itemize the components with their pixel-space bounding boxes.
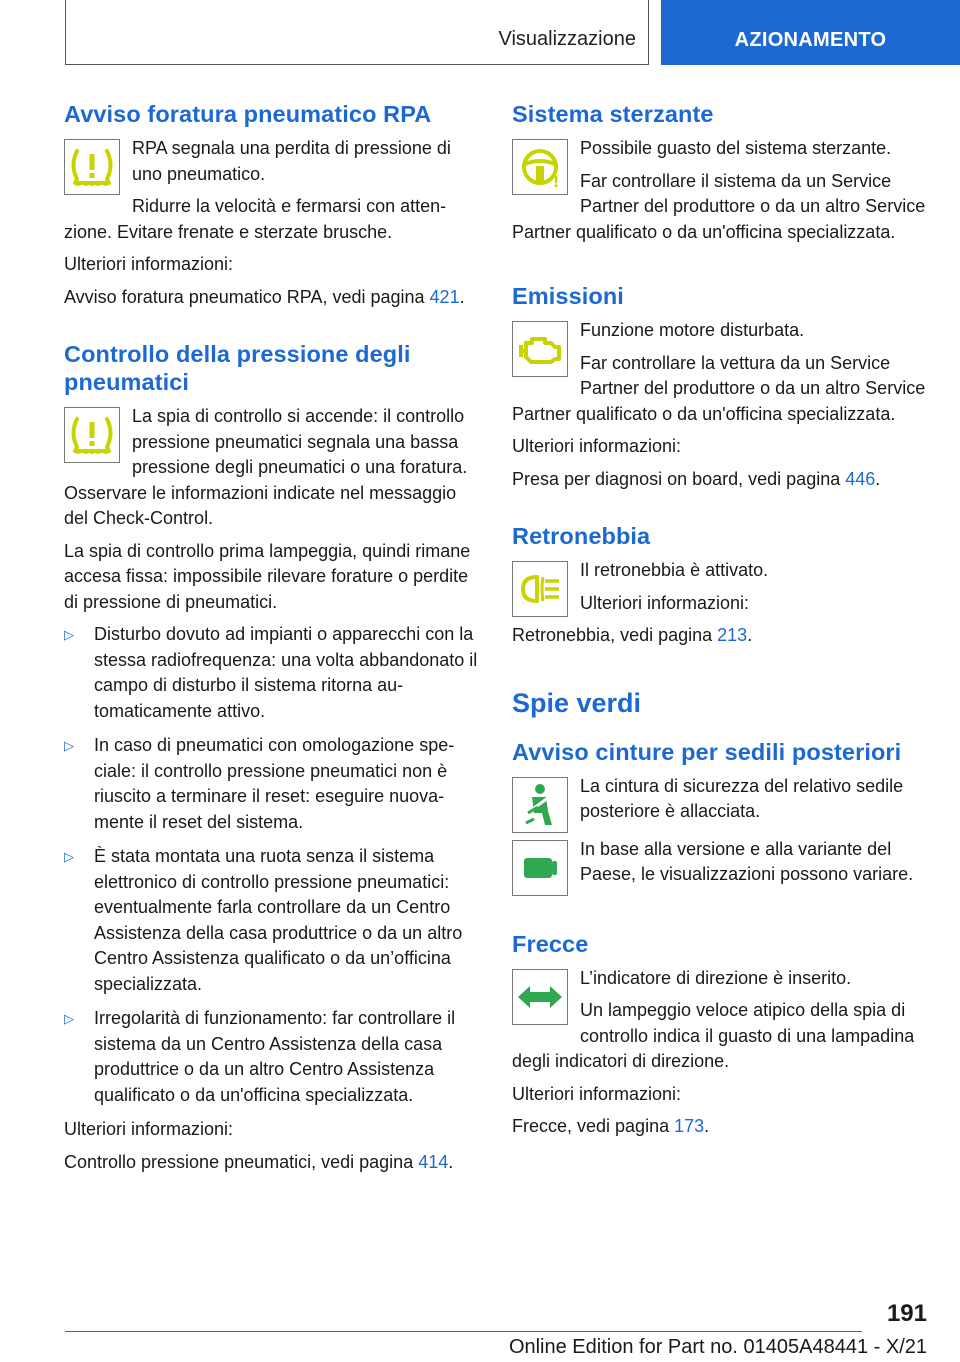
section-title: Retronebbia [512,523,651,549]
section-title: Sistema sterzante [512,101,714,127]
header-chapter-title: AZIONAMENTO [734,29,887,51]
footer-edition: Online Edition for Part no. 01405A48441 - X/21 [508,1336,927,1358]
left-column [64,100,482,1205]
paragraph: L’indicatore di direzione è inserito. [580,967,852,988]
section-title: Frecce [512,930,589,957]
section-tire-pressure-control [64,340,482,1175]
paragraph: Far controllare la vettura da un Service Partner del produttore o da un altro Service Partner qualificato o da un'officina specializzata. [512,352,926,424]
paragraph: Un lampeggio veloce atipico della spia di controllo indica il guasto di una lampadina degli indicatori di direzione. [512,1000,915,1071]
more-info-label: Ulteriori informazioni: [512,1083,682,1104]
header-chapter-tab [661,0,960,65]
section-rear-seatbelt [512,738,930,900]
reference: Avviso foratura pneumatico RPA, vedi pagina 421. [64,286,465,307]
tire-pressure-warning-icon [64,407,120,463]
section-emissions [512,282,930,492]
list-item: ▷ Irregolarità di funzionamento: far controllare il sistema da un Centro Assistenza della casa produttrice o da un altro Centro Assistenza qualificato o da un'officina specializzata. [64,1008,456,1105]
paragraph: La cintura di sicurezza del relativo sedile posteriore è allacciata. [580,775,904,821]
section-title: Emissioni [512,283,624,309]
bullet-list [64,622,482,1108]
page-link[interactable]: 173 [674,1116,705,1136]
right-column [512,100,930,1170]
footer-divider [65,1331,862,1332]
paragraph: La spia di controllo prima lampeggia, quindi rimane accesa fissa: impossibile rilevare forature o perdite di pressione di pneumatici. [64,540,471,612]
paragraph: Possibile guasto del sistema sterzante. [580,138,892,158]
page-link[interactable]: 446 [845,468,876,489]
paragraph: Far controllare il sistema da un Service Partner del produttore o da un altro Service Partner qualificato o da un'officina specializzata. [512,170,926,242]
bullet-triangle-icon: ▷ [64,738,74,753]
paragraph: In base alla versione e alla variante del Paese, le visualizzazioni possono variare. [580,838,914,884]
section-title: Avviso foratura pneumatico RPA [64,101,432,127]
header-section-box [65,0,649,65]
paragraph: Funzione motore disturbata. [580,320,805,340]
engine-check-icon [512,321,568,377]
seatbelt-green-icon [512,777,568,833]
more-info-label: Ulteriori informazioni: [512,436,682,456]
section-rear-fog [512,522,930,656]
turn-signal-arrows-icon [512,969,568,1025]
paragraph: La spia di controllo si accende: il controllo pressione pneumatici segnala una bassa pressione degli pneumatici o una foratura. Osservare le informazioni indicate nel messaggio del Check-Control. [64,406,468,528]
page-link[interactable]: 213 [717,625,748,645]
list-item: ▷ È stata montata una ruota senza il sistema elettronico di controllo pressione pneumatici: eventualmente farla controllare da un Centro Assistenza della casa produttrice o da un altro Centro Assistenza qualificato o da un’officina specializzata. [64,846,463,994]
reference: Retronebbia, vedi pagina 213. [512,625,753,645]
reference: Controllo pressione pneumatici, vedi pagina 414. [64,1151,454,1172]
bullet-triangle-icon: ▷ [64,1011,74,1026]
tire-pressure-warning-icon [64,139,120,195]
more-info-label: Ulteriori informazioni: [64,254,234,274]
paragraph: RPA segnala una perdita di pressione di uno pneumatico. [132,138,451,184]
section-rpa [64,100,482,310]
page-link[interactable]: 414 [418,1151,449,1172]
reference: Frecce, vedi pagina 173. [512,1116,710,1136]
section-turn-signals [512,930,930,1140]
bullet-triangle-icon: ▷ [64,849,74,864]
steering-wheel-warning-icon [512,139,568,195]
rear-seat-green-icon [512,840,568,896]
section-title: Avviso cinture per sedili posteriori [512,738,902,765]
page-number: 191 [886,1300,927,1327]
more-info-label: Ulteriori informazioni: [64,1119,234,1139]
more-info-label: Ulteriori informazioni: [580,592,750,613]
header-section-title: Visualizzazione [498,28,636,50]
rear-fog-light-icon [512,561,568,617]
reference: Presa per diagnosi on board, vedi pagina 446. [512,468,881,489]
list-item: ▷ Disturbo dovuto ad impianti o apparecchi con la stessa radiofrequenza: una volta abbandonato il campo di disturbo il sistema ritorna automaticamente attivo. [64,624,478,721]
bullet-triangle-icon: ▷ [64,627,74,642]
paragraph: Ridurre la velocità e fermarsi con attenzione. Evitare frenate e sterzate brusche. [64,196,447,242]
section-steering [512,100,930,252]
page-link[interactable]: 421 [429,286,460,307]
section-title: Controllo della pressione degli pneumatici [64,341,411,395]
svg-text:!: ! [552,173,560,189]
chapter-subtitle-green-lights: Spie verdi [512,687,642,718]
list-item: ▷ In caso di pneumatici con omologazione speciale: il controllo pressione pneumatici non è riuscito a terminare il reset: eseguire nuovamente il reset del sistema. [64,735,455,832]
paragraph: Il retronebbia è attivato. [580,560,769,580]
